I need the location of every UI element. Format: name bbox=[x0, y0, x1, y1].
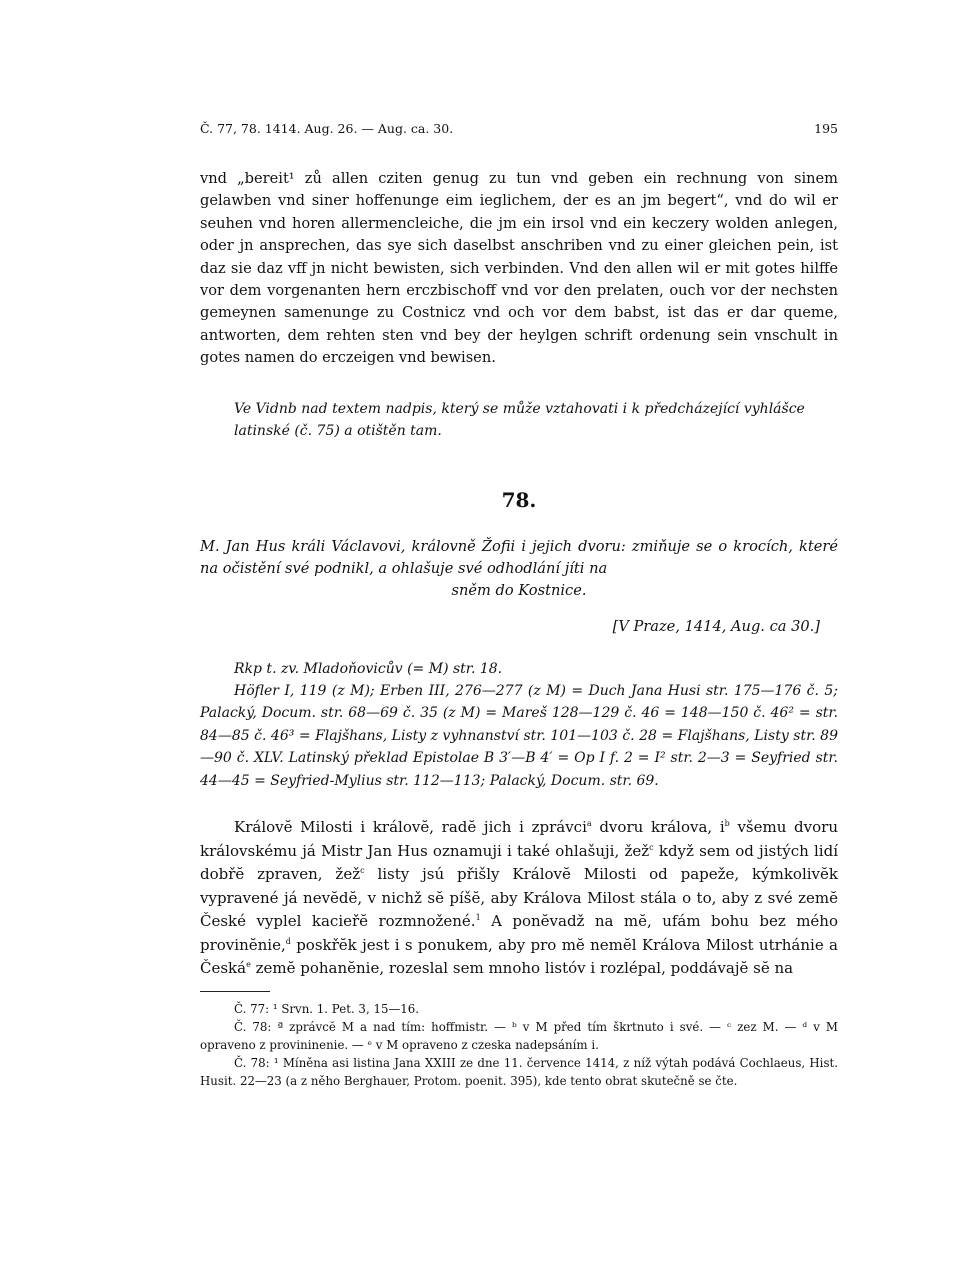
czech-text-segment: A ponĕvadž na mĕ, ufám bohu bez mého provinĕnie, bbox=[200, 912, 838, 954]
czech-text-segment: dvoru králova, i bbox=[591, 818, 725, 837]
czech-text bbox=[200, 816, 838, 981]
czech-text-segment: listy jsú přišly Královĕ Milosti od papeže, kýmkolivĕk vypravené já nevĕdĕ, v nichž sĕ píšĕ, aby Králova Milost stála o to, aby z své zemĕ České vyplel kacieřĕ rozmnožené. bbox=[200, 865, 838, 931]
czech-text-segment: Královĕ Milosti i královĕ, radĕ jich i zprávci bbox=[234, 818, 587, 837]
page-number: 195 bbox=[814, 121, 838, 136]
manuscript-reference: Rkp t. zv. Mladoňovicův (= M) str. 18. bbox=[234, 660, 503, 677]
place-date: [V Praze, 1414, Aug. ca 30.] bbox=[612, 617, 820, 635]
footnote-marker: c bbox=[649, 842, 654, 852]
editor-note: Ve Vidnb nad textem nadpis, který se může vztahovati i k předcházející vyhlášce latinské (č. 75) a otištěn tam. bbox=[234, 400, 805, 439]
footnote-marker: b bbox=[724, 819, 730, 829]
edition-references: Höfler I, 119 (z M); Erben III, 276—277 (z M) = Duch Jana Husi str. 175—176 č. 5; Palacký, Docum. str. 68—69 č. 35 (z M) = Mareš 128—129 č. 46 = 148—150 č. 46² = str. 84—85 č. 46³ = Flajšhans, Listy z vyhnanství str. 101—103 č. 28 = Flajšhans, Listy str. 89—90 č. XLV. Latinský překlad Epistolae B 3′—B 4′ = Op I f. 2 = I² str. 2—3 = Seyfried str. 44—45 = Seyfried-Mylius str. 112—113; Palacký, Docum. str. 69. bbox=[200, 683, 838, 789]
document-title-last-line: sněm do Kostnice. bbox=[451, 581, 587, 599]
document-title-text: M. Jan Hus králi Václavovi, královně Žofii i jejich dvoru: zmiňuje se o krocích, které na očistění své podnikl, a ohlašuje své odhodlání jíti na bbox=[200, 537, 838, 577]
czech-text-segment: poskřĕk jest i s ponukem, aby pro mĕ nemĕl Králova Milost utrhánie a Česká bbox=[200, 935, 838, 978]
footnote-marker: d bbox=[285, 936, 291, 946]
document-number: 78. bbox=[501, 487, 537, 512]
czech-text-segment: když sem od jistých lidí dobřĕ zpraven, žež bbox=[200, 841, 838, 884]
header-left: Č. 77, 78. 1414. Aug. 26. — Aug. ca. 30. bbox=[200, 121, 454, 136]
footnote-marker: 1 bbox=[475, 913, 481, 923]
page bbox=[200, 120, 838, 1090]
german-text: vnd „bereit¹ zů allen cziten genug zu tun vnd geben ein rechnung von sinem gelawben vnd siner hoffenunge eim ieglichem, der es an jm begert“, vnd do wil er seuhen vnd horen allermencleiche, die jm ein irsol vnd ein keczery wolden anlegen, oder jn ansprechen, das sye sich daselbst anschriben vnd zu einer gleichen pein, ist daz sie daz vff jn nicht bewisten, sich verbinden. Vnd den allen wil er mit gotes hilffe vor dem vorgenanten hern erczbischoff vnd vor den prelaten, ouch vor der nechsten gemeynen samenunge zu Costnicz vnd och vor dem babst, ist das er dar queme, antworten, dem rehten sten vnd bey der heylgen schrift ordenung sein vnschult in gotes namen do erczeigen vnd bewisen. bbox=[200, 170, 838, 367]
footnote-78-source: Č. 78: ¹ Míněna asi listina Jana XXIII ze dne 11. července 1414, z níž výtah podává Cochlaeus, Hist. Husit. 22—23 (a z něho Berghauer, Protom. poenit. 395), kde tento obrat skutečně se čte. bbox=[200, 1055, 838, 1088]
czech-text-segment: všemu dvoru královskému já Mistr Jan Hus oznamuji i také ohlašuji, žež bbox=[200, 818, 838, 860]
footnote-divider bbox=[200, 991, 270, 992]
footnote-marker: e bbox=[246, 960, 251, 970]
footnote-marker: a bbox=[586, 819, 592, 829]
footnote-77: Č. 77: ¹ Srvn. 1. Pet. 3, 15—16. bbox=[234, 1001, 420, 1016]
footnote-78-apparatus: Č. 78: ª zprávcĕ M a nad tím: hoffmistr. — ᵇ v M před tím škrtnuto i své. — ᶜ zez M. — ᵈ v M opraveno z provininenie. — ᵉ v M opraveno z czeska nadepsáním i. bbox=[200, 1019, 838, 1052]
running-header bbox=[200, 120, 838, 138]
document-title bbox=[200, 536, 838, 580]
references bbox=[200, 658, 838, 792]
czech-text-segment: zemĕ pohanĕnie, rozeslal sem mnoho listóv i rozlépal, poddávajĕ sĕ na bbox=[250, 959, 794, 978]
footnote-marker: c bbox=[360, 866, 365, 876]
